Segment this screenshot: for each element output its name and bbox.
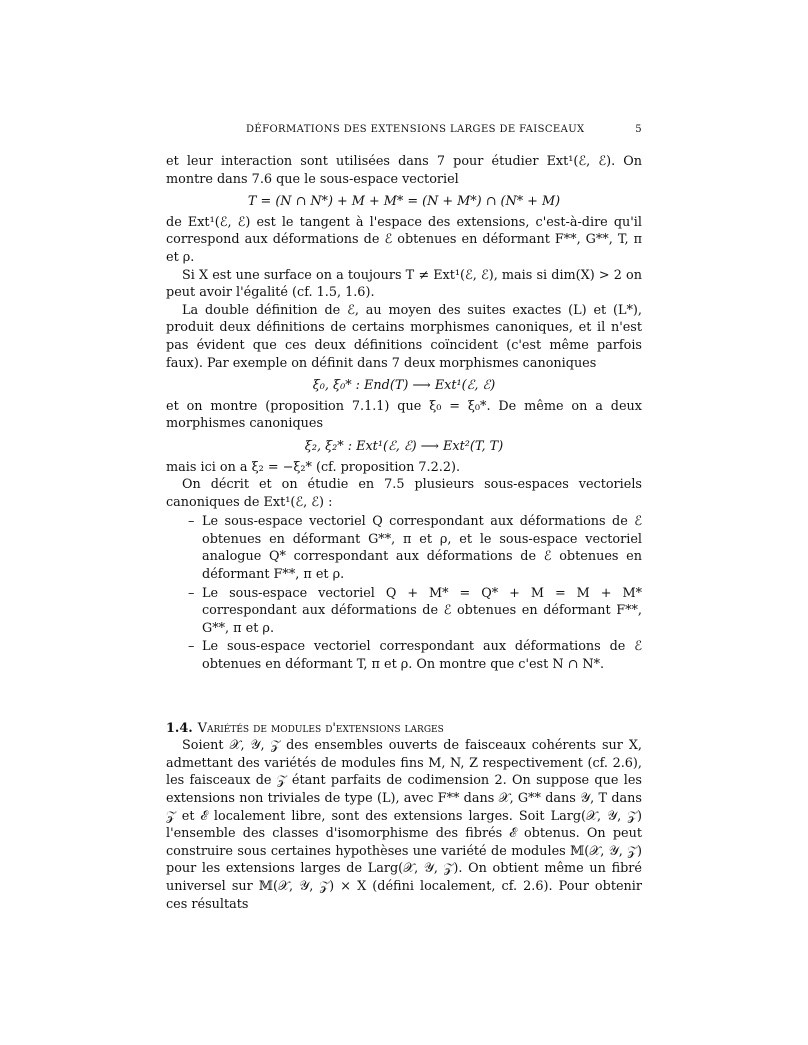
- section-1-4: [166, 720, 642, 914]
- subspace-list: [188, 513, 642, 673]
- list-item: – Le sous-espace vectoriel correspondant aux déformations de ℰ obtenues en déformant T, π et ρ. On montre que c'est N ∩ N*.: [188, 638, 642, 673]
- section-title: Variétés de modules d'extensions larges: [197, 720, 444, 736]
- page-body: [166, 153, 642, 913]
- paragraph: et leur interaction sont utilisées dans 7 pour étudier Ext¹(ℰ, ℰ). On montre dans 7.6 que le sous-espace vectoriel: [166, 154, 642, 187]
- page-number: 5: [635, 124, 642, 135]
- paragraph: La double définition de ℰ, au moyen des suites exactes (L) et (L*), produit deux définitions de certains morphismes canoniques, et il n'est pas évident que ces deux définitions coïncident (c'est même parfois faux). Par exemple on définit dans 7 deux morphismes canoniques: [166, 302, 642, 371]
- equation-xi2: ξ₂, ξ₂* : Ext¹(ℰ, ℰ) ⟶ Ext²(T, T): [304, 438, 504, 454]
- running-title: DÉFORMATIONS DES EXTENSIONS LARGES DE FAISCEAUX: [246, 124, 585, 135]
- list-item: – Le sous-espace vectoriel Q correspondant aux déformations de ℰ obtenues en déformant G**, π et ρ, et le sous-espace vectoriel analogue Q* correspondant aux déformations de ℰ obtenues en déformant F**, π et ρ.: [188, 513, 642, 583]
- paragraph: mais ici on a ξ₂ = −ξ₂* (cf. proposition 7.2.2).: [166, 459, 461, 475]
- paragraph: et on montre (proposition 7.1.1) que ξ₀ = ξ₀*. De même on a deux morphismes canoniques: [166, 398, 642, 432]
- section-heading: [166, 720, 642, 738]
- section-number: 1.4.: [166, 720, 193, 736]
- list-item: – Le sous-espace vectoriel Q + M* = Q* + M = M + M* correspondant aux déformations de ℰ obtenues en déformant F**, G**, π et ρ.: [188, 585, 642, 638]
- equation-xi0: ξ₀, ξ₀* : End(T) ⟶ Ext¹(ℰ, ℰ): [312, 378, 496, 394]
- paragraph: Si X est une surface on a toujours T ≠ Ext¹(ℰ, ℰ), mais si dim(X) > 2 on peut avoir l'égalité (cf. 1.5, 1.6).: [166, 267, 642, 301]
- paragraph: On décrit et on étudie en 7.5 plusieurs sous-espaces vectoriels canoniques de Ext¹(ℰ, ℰ) :: [166, 477, 642, 510]
- paragraph: de Ext¹(ℰ, ℰ) est le tangent à l'espace des extensions, c'est-à-dire qu'il correspond aux déformations de ℰ obtenues en déformant F**, G**, T, π et ρ.: [166, 214, 642, 265]
- equation-t: T = (N ∩ N*) + M + M* = (N + M*) ∩ (N* + M): [247, 194, 561, 210]
- paragraph: Soient 𝒳, 𝒴, 𝒵 des ensembles ouverts de faisceaux cohérents sur X, admettant des variétés de modules fins M, N, Z respectivement (cf. 2.6), les faisceaux de 𝒵 étant parfaits de codimension 2. On suppose que les extensions non triviales de type (L), avec F** dans 𝒳, G** dans 𝒴, T dans 𝒵 et ℰ localement libre, sont des extensions larges. Soit Larg(𝒳, 𝒴, 𝒵) l'ensemble des classes d'isomorphisme des fibrés ℰ obtenus. On peut construire sous certaines hypothèses une variété de modules 𝕄(𝒳, 𝒴, 𝒵) pour les extensions larges de Larg(𝒳, 𝒴, 𝒵). On obtient même un fibré universel sur 𝕄(𝒳, 𝒴, 𝒵) × X (défini localement, cf. 2.6). Pour obtenir ces résultats: [166, 738, 642, 912]
